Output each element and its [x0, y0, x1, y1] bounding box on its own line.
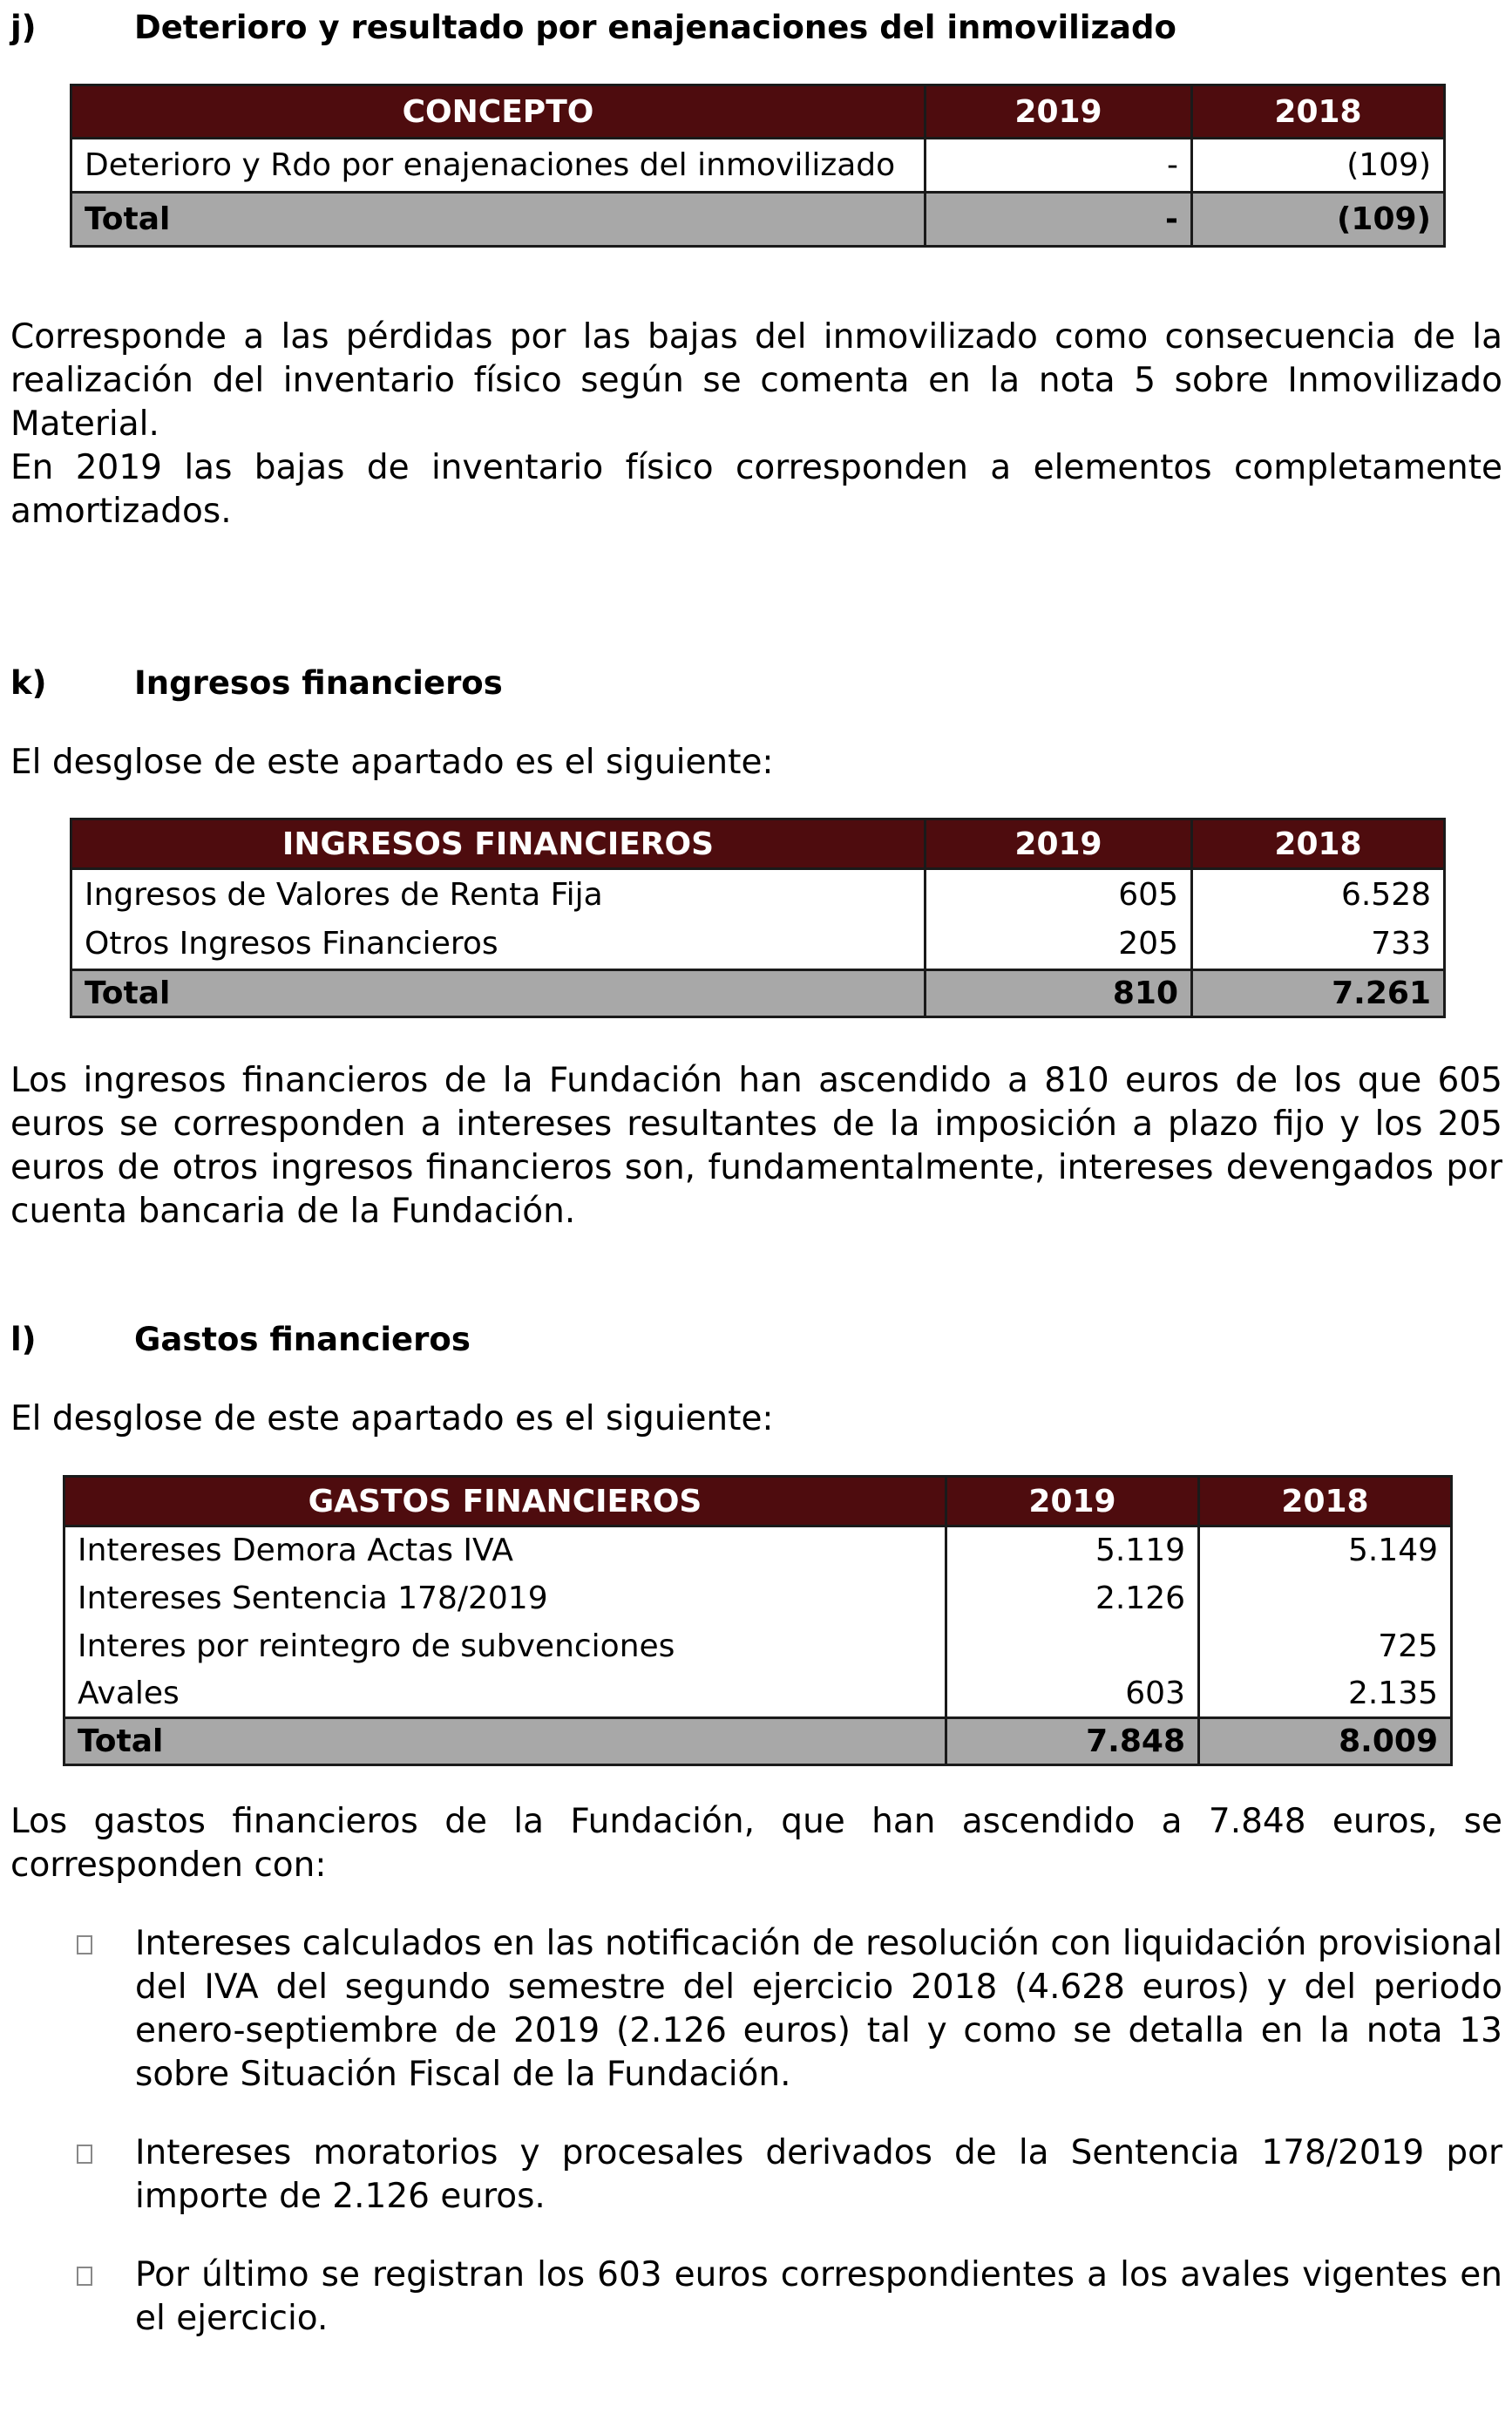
section-l-letter: l) [10, 1321, 37, 1358]
table-row [71, 920, 1445, 970]
table-header-2019: 2019 [926, 85, 1192, 139]
row-value-2018: 725 [1199, 1622, 1452, 1670]
section-l-title: Gastos financieros [134, 1321, 471, 1358]
row-value-2018: 5.149 [1199, 1526, 1452, 1574]
list-item [70, 2253, 1502, 2341]
row-label: Ingresos de Valores de Renta Fija [71, 869, 926, 920]
section-j-paragraph-1: Corresponde a las pérdidas por las bajas del inmovilizado como consecuencia de la realización del inventario físico según se comenta en la nota 5 sobre Inmovilizado Material. [10, 317, 1502, 444]
row-value-2018: 2.135 [1199, 1670, 1452, 1718]
row-label: Avales [64, 1670, 946, 1718]
section-k-letter: k) [10, 664, 47, 702]
bullet-box-icon [77, 2267, 92, 2286]
list-item [70, 2131, 1502, 2219]
row-value-2018: 733 [1192, 920, 1445, 970]
table-row [71, 869, 1445, 920]
table-header-2018: 2018 [1199, 1477, 1452, 1526]
row-label: Interes por reintegro de subvenciones [64, 1622, 946, 1670]
list-item [70, 1922, 1502, 2097]
table-row [64, 1526, 1452, 1574]
table-total-row [71, 193, 1445, 247]
total-value-2019: - [926, 193, 1192, 247]
section-j-paragraph-2: En 2019 las bajas de inventario físico corresponden a elementos completamente amortizados. [10, 448, 1502, 531]
section-j-heading [10, 9, 1176, 47]
bullet-text: Intereses calculados en las notificación de resolución con liquidación provisional del IVA del segundo semestre del ejercicio 2018 (4.628 euros) y del periodo enero-septiembre de 2019 (2.126 euros) tal y como se detalla en la nota 13 sobre Situación Fiscal de la Fundación. [135, 1924, 1502, 2094]
table-header-2019: 2019 [946, 1477, 1199, 1526]
section-k-title: Ingresos financieros [134, 664, 503, 702]
bullet-text: Por último se registran los 603 euros correspondientes a los avales vigentes en el ejercicio. [135, 2255, 1502, 2338]
row-label: Otros Ingresos Financieros [71, 920, 926, 970]
total-value-2019: 7.848 [946, 1718, 1199, 1765]
bullet-text: Intereses moratorios y procesales derivados de la Sentencia 178/2019 por importe de 2.126 euros. [135, 2133, 1502, 2216]
table-row [64, 1622, 1452, 1670]
section-l-heading [10, 1321, 471, 1359]
section-j-title: Deterioro y resultado por enajenaciones del inmovilizado [134, 9, 1176, 46]
total-label: Total [71, 970, 926, 1017]
section-j-letter: j) [10, 9, 37, 46]
ingresos-financieros-table [70, 818, 1446, 1018]
total-value-2018: (109) [1192, 193, 1445, 247]
total-label: Total [71, 193, 926, 247]
bullet-box-icon [77, 2145, 92, 2164]
row-value-2019 [946, 1622, 1199, 1670]
table-header-ingresos: INGRESOS FINANCIEROS [71, 819, 926, 869]
table-total-row [64, 1718, 1452, 1765]
row-label: Intereses Sentencia 178/2019 [64, 1574, 946, 1622]
table-header-gastos: GASTOS FINANCIEROS [64, 1477, 946, 1526]
row-value-2018 [1199, 1574, 1452, 1622]
total-value-2019: 810 [926, 970, 1192, 1017]
section-k-intro: El desglose de este apartado es el siguiente: [10, 743, 774, 782]
row-value-2018: 6.528 [1192, 869, 1445, 920]
row-label: Intereses Demora Actas IVA [64, 1526, 946, 1574]
table-row [71, 139, 1445, 193]
row-label: Deterioro y Rdo por enajenaciones del inmovilizado [71, 139, 926, 193]
row-value-2019: 603 [946, 1670, 1199, 1718]
row-value-2019: - [926, 139, 1192, 193]
row-value-2019: 605 [926, 869, 1192, 920]
row-value-2018: (109) [1192, 139, 1445, 193]
section-l-paragraph: Los gastos financieros de la Fundación, que han ascendido a 7.848 euros, se corresponden con: [10, 1802, 1502, 1885]
total-value-2018: 8.009 [1199, 1718, 1452, 1765]
table-header-2018: 2018 [1192, 85, 1445, 139]
table-header-concepto: CONCEPTO [71, 85, 926, 139]
table-row [64, 1574, 1452, 1622]
row-value-2019: 2.126 [946, 1574, 1199, 1622]
table-total-row [71, 970, 1445, 1017]
section-k-paragraph: Los ingresos financieros de la Fundación han ascendido a 810 euros de los que 605 euros se corresponden a intereses resultantes de la imposición a plazo fijo y los 205 euros de otros ingresos financieros son, fundamentalmente, intereses devengados por cuenta bancaria de la Fundación. [10, 1061, 1502, 1231]
section-l-intro: El desglose de este apartado es el siguiente: [10, 1399, 774, 1438]
bullet-box-icon [77, 1935, 92, 1954]
table-row [64, 1670, 1452, 1718]
row-value-2019: 205 [926, 920, 1192, 970]
section-k-heading [10, 664, 503, 703]
deterioro-table [70, 84, 1446, 248]
total-label: Total [64, 1718, 946, 1765]
total-value-2018: 7.261 [1192, 970, 1445, 1017]
table-header-2019: 2019 [926, 819, 1192, 869]
gastos-financieros-table [63, 1475, 1453, 1766]
table-header-2018: 2018 [1192, 819, 1445, 869]
gastos-bullet-list [70, 1922, 1502, 2341]
row-value-2019: 5.119 [946, 1526, 1199, 1574]
